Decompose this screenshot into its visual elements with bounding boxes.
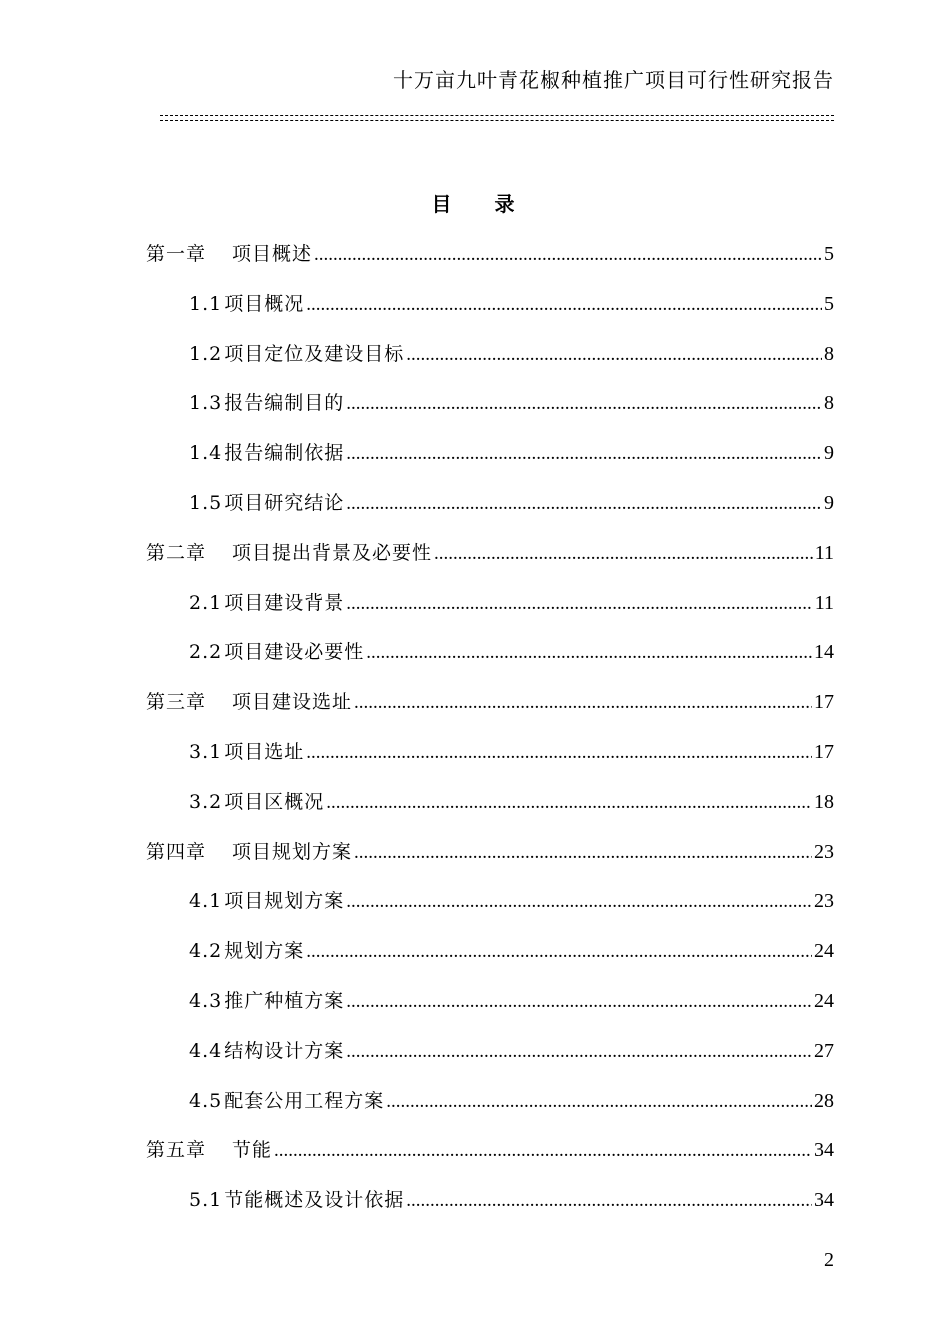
toc-entry-number: 4.1 xyxy=(189,890,223,913)
toc-entry-label: 结构设计方案 xyxy=(224,1039,345,1062)
toc-chapter-entry[interactable] xyxy=(146,835,834,885)
toc-dot-leader xyxy=(274,1134,812,1168)
toc-dot-leader xyxy=(354,686,812,720)
toc-dot-leader xyxy=(346,1035,812,1069)
toc-entry-number: 1.5 xyxy=(189,491,223,514)
toc-entry-page: 27 xyxy=(814,1039,834,1062)
toc-dot-leader xyxy=(306,288,822,322)
toc-section-entry[interactable] xyxy=(146,635,834,685)
toc-entry-label: 项目定位及建设目标 xyxy=(224,342,405,365)
toc-entry-number: 2.2 xyxy=(189,641,223,664)
toc-section-entry[interactable] xyxy=(146,1183,834,1233)
toc-entry-page: 17 xyxy=(814,691,834,714)
toc-entry-number: 1.3 xyxy=(189,392,223,415)
toc-entry-number: 3.1 xyxy=(189,740,223,763)
toc-entry-label: 项目选址 xyxy=(224,740,305,763)
toc-entry-label: 项目区概况 xyxy=(224,790,325,813)
toc-entry-number: 第四章 xyxy=(146,840,207,863)
toc-dot-leader xyxy=(406,1184,812,1218)
toc-dot-leader xyxy=(346,885,812,919)
toc-dot-leader xyxy=(346,985,812,1019)
toc-section-entry[interactable] xyxy=(146,287,834,337)
toc-entry-number: 3.2 xyxy=(189,790,223,813)
toc-entry-number: 4.4 xyxy=(189,1039,223,1062)
toc-entry-label: 报告编制目的 xyxy=(224,392,345,415)
toc-dot-leader xyxy=(306,935,812,969)
page-header-title: 十万亩九叶青花椒种植推广项目可行性研究报告 xyxy=(393,68,834,92)
toc-section-entry[interactable] xyxy=(146,934,834,984)
toc-entry-label: 配套公用工程方案 xyxy=(224,1089,385,1112)
toc-entry-label: 推广种植方案 xyxy=(224,989,345,1012)
toc-entry-page: 5 xyxy=(824,292,834,315)
header-divider-second xyxy=(160,120,834,121)
toc-entry-label: 报告编制依据 xyxy=(224,442,345,465)
toc-section-entry[interactable] xyxy=(146,436,834,486)
toc-entry-label: 项目提出背景及必要性 xyxy=(232,541,433,564)
toc-entry-page: 5 xyxy=(824,243,834,265)
toc-entry-page: 18 xyxy=(814,790,834,813)
toc-entry-page: 9 xyxy=(824,491,834,514)
toc-entry-page: 9 xyxy=(824,442,834,465)
toc-entry-label: 项目规划方案 xyxy=(232,840,353,863)
toc-entry-page: 14 xyxy=(814,641,834,664)
toc-entry-page: 23 xyxy=(814,890,834,913)
toc-entry-label: 节能概述及设计依据 xyxy=(224,1189,405,1212)
toc-entry-number: 第三章 xyxy=(146,691,207,714)
toc-chapter-entry[interactable] xyxy=(146,237,834,287)
toc-entry-label: 项目研究结论 xyxy=(224,491,345,514)
toc-entry-page: 8 xyxy=(824,342,834,365)
toc-entry-number: 4.2 xyxy=(189,940,223,963)
header-divider xyxy=(160,115,834,116)
toc-entry-label: 规划方案 xyxy=(224,940,305,963)
toc-section-entry[interactable] xyxy=(146,1034,834,1084)
toc-entry-number: 1.1 xyxy=(189,292,223,315)
toc-entry-label: 项目概述 xyxy=(232,243,313,265)
toc-entry-number: 第二章 xyxy=(146,541,207,564)
toc-section-entry[interactable] xyxy=(146,486,834,536)
toc-entry-page: 11 xyxy=(814,541,834,564)
toc-entry-label: 节能 xyxy=(232,1139,273,1162)
toc-dot-leader xyxy=(406,338,822,372)
toc-entry-number: 1.2 xyxy=(189,342,223,365)
toc-dot-leader xyxy=(326,786,812,820)
toc-dot-leader xyxy=(386,1085,812,1119)
toc-entry-page: 34 xyxy=(814,1189,834,1212)
toc-title: 目 录 xyxy=(431,192,533,216)
toc-chapter-entry[interactable] xyxy=(146,685,834,735)
toc-section-entry[interactable] xyxy=(146,785,834,835)
toc-dot-leader xyxy=(346,437,822,471)
toc-dot-leader xyxy=(354,836,812,870)
toc-entry-number: 2.1 xyxy=(189,591,223,614)
toc-entry-label: 项目建设必要性 xyxy=(224,641,365,664)
toc-entry-page: 24 xyxy=(814,989,834,1012)
toc-dot-leader xyxy=(366,636,812,670)
toc-dot-leader xyxy=(346,587,813,621)
toc-entry-page: 28 xyxy=(814,1089,834,1112)
toc-entry-label: 项目建设选址 xyxy=(232,691,353,714)
toc-section-entry[interactable] xyxy=(146,735,834,785)
toc-dot-leader xyxy=(346,387,822,421)
toc-section-entry[interactable] xyxy=(146,337,834,387)
toc-entry-number: 第五章 xyxy=(146,1139,207,1162)
table-of-contents xyxy=(146,237,834,1233)
toc-entry-page: 17 xyxy=(814,740,834,763)
toc-entry-number: 4.3 xyxy=(189,989,223,1012)
toc-dot-leader xyxy=(306,736,812,770)
toc-section-entry[interactable] xyxy=(146,984,834,1034)
toc-entry-number: 5.1 xyxy=(189,1189,223,1212)
toc-dot-leader xyxy=(434,537,813,571)
toc-entry-label: 项目规划方案 xyxy=(224,890,345,913)
toc-section-entry[interactable] xyxy=(146,884,834,934)
toc-section-entry[interactable] xyxy=(146,1084,834,1134)
toc-section-entry[interactable] xyxy=(146,386,834,436)
toc-entry-number: 1.4 xyxy=(189,442,223,465)
toc-entry-number: 4.5 xyxy=(189,1089,223,1112)
toc-entry-page: 11 xyxy=(814,591,834,614)
toc-entry-label: 项目概况 xyxy=(224,292,305,315)
toc-dot-leader xyxy=(314,238,822,272)
toc-entry-page: 24 xyxy=(814,940,834,963)
page-number: 2 xyxy=(824,1249,834,1271)
toc-dot-leader xyxy=(346,487,822,521)
toc-section-entry[interactable] xyxy=(146,586,834,636)
toc-chapter-entry[interactable] xyxy=(146,536,834,586)
toc-chapter-entry[interactable] xyxy=(146,1133,834,1183)
toc-entry-page: 34 xyxy=(814,1139,834,1162)
toc-entry-number: 第一章 xyxy=(146,243,207,265)
toc-entry-label: 项目建设背景 xyxy=(224,591,345,614)
toc-entry-page: 8 xyxy=(824,392,834,415)
toc-entry-page: 23 xyxy=(814,840,834,863)
